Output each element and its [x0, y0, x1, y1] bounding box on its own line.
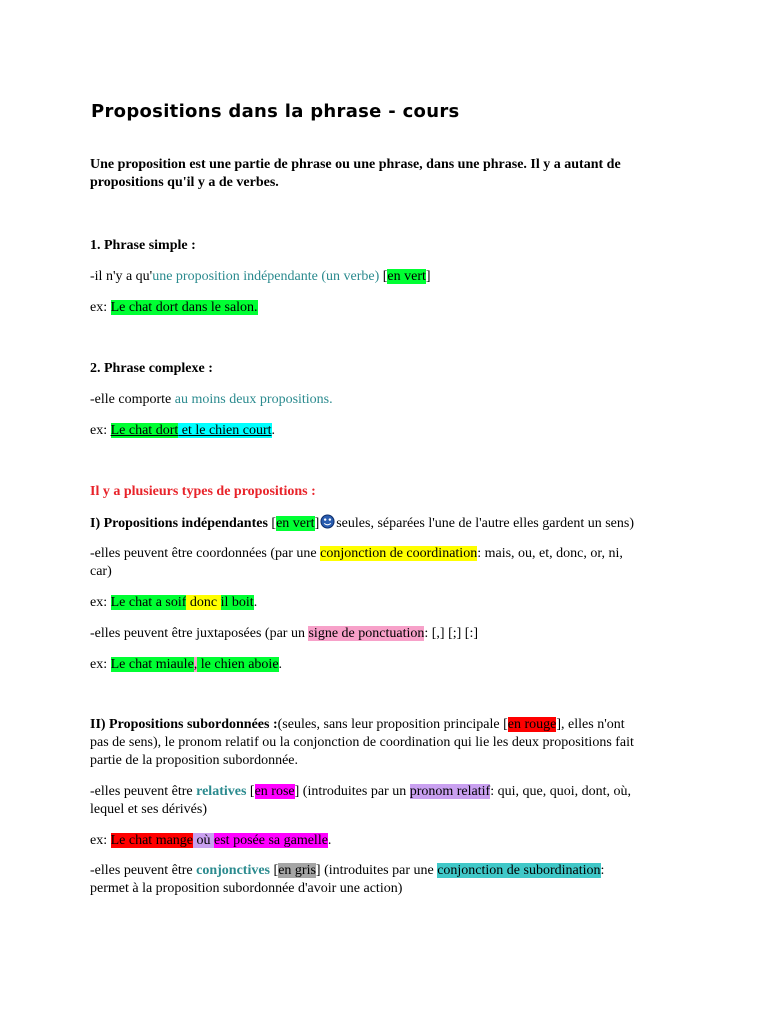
text: . — [253, 595, 258, 610]
text: -elles peuvent être juxtaposées (par un — [90, 626, 309, 641]
relative-example — [90, 832, 331, 849]
text: partie de la proposition subordonnée. — [90, 753, 299, 768]
complex-definition — [90, 391, 333, 408]
text: ex: — [90, 657, 111, 672]
intro-paragraph — [90, 156, 680, 192]
juxtaposition-paragraph — [90, 625, 478, 642]
highlight-lilac: où — [193, 833, 215, 848]
highlight-pink: , — [193, 657, 198, 672]
highlight-gray: en gris — [278, 863, 316, 878]
text: I) Propositions indépendantes — [90, 516, 268, 531]
simple-example — [90, 299, 258, 316]
text: (seules, sans leur proposition principale [ — [277, 717, 508, 732]
text: pas de sens), le pronom relatif ou la conjonction de coordination qui lie les deux propositions fait — [90, 735, 634, 750]
highlight-magenta: en rose — [254, 784, 295, 799]
highlight-green: Le chat a soif — [110, 595, 187, 610]
text: ] (introduites par un — [294, 784, 410, 799]
text: permet à la proposition subordonnée d'avoir une action) — [90, 881, 403, 896]
subordinate-paragraph — [90, 716, 680, 770]
highlight-teal-text: conjonctives — [196, 863, 271, 878]
page-title: Propositions dans la phrase - cours — [91, 101, 460, 122]
highlight-green: il boit — [220, 595, 254, 610]
text: [ — [246, 784, 255, 799]
highlight-red: Le chat mange — [110, 833, 194, 848]
highlight-magenta: est posée sa gamelle — [214, 833, 328, 848]
coordination-paragraph — [90, 545, 680, 581]
text: ex: — [90, 595, 111, 610]
smiley-icon — [320, 514, 335, 529]
text: ], elles n'ont — [556, 717, 625, 732]
text: ex: — [90, 423, 111, 438]
intro-line-2: propositions qu'il y a de verbes. — [90, 175, 279, 190]
highlight-turquoise: conjonction de subordination — [437, 863, 601, 878]
text: ex: — [90, 833, 111, 848]
text: : qui, que, quoi, dont, où, — [490, 784, 631, 799]
highlight-lilac: pronom relatif — [409, 784, 491, 799]
highlight-green: Le chat dort dans le salon. — [110, 300, 258, 315]
text: ] — [425, 269, 431, 284]
text: -il n'y a qu' — [90, 269, 153, 284]
intro-line-1: Une proposition est une partie de phrase ou une phrase, dans une phrase. Il y a autant de — [90, 157, 621, 172]
text: ] (introduites par une — [315, 863, 438, 878]
text: ] — [314, 516, 320, 531]
relative-paragraph — [90, 783, 680, 819]
text: [ — [379, 269, 388, 284]
text: . — [271, 423, 276, 438]
text: : [,] [;] [:] — [424, 626, 479, 641]
text: II) Propositions subordonnées : — [90, 717, 278, 732]
highlight-green: Le chat dort — [110, 423, 179, 438]
text: -elles peuvent être — [90, 863, 197, 878]
text: [ — [270, 863, 279, 878]
text: -elles peuvent être coordonnées (par une — [90, 546, 321, 561]
highlight-green: en vert — [276, 516, 315, 531]
types-heading: Il y a plusieurs types de propositions : — [90, 484, 316, 499]
highlight-cyan: et le chien court — [178, 423, 272, 438]
highlight-red: en rouge — [507, 717, 557, 732]
highlight-yellow: conjonction de coordination — [320, 546, 478, 561]
text: ex: — [90, 300, 111, 315]
highlight-pink: signe de ponctuation — [308, 626, 425, 641]
highlight-green: en vert — [387, 269, 426, 284]
simple-definition — [90, 268, 431, 285]
text: : mais, ou, et, donc, or, ni, — [477, 546, 623, 561]
highlight-teal-text: une proposition indépendante (un verbe) — [152, 269, 380, 284]
text: . — [327, 833, 332, 848]
highlight-green: Le chat miaule — [110, 657, 194, 672]
juxtaposition-example — [90, 656, 282, 673]
independent-heading — [90, 514, 634, 532]
text: -elles peuvent être — [90, 784, 197, 799]
text: car) — [90, 564, 112, 579]
text: lequel et ses dérivés) — [90, 802, 208, 817]
section-simple-heading: 1. Phrase simple : — [90, 238, 196, 253]
text: seules, séparées l'une de l'autre elles gardent un sens) — [336, 516, 635, 531]
conjunctive-paragraph — [90, 862, 680, 898]
text: : — [600, 863, 605, 878]
highlight-teal-text: relatives — [196, 784, 247, 799]
highlight-yellow: donc — [186, 595, 221, 610]
text: -elle comporte — [90, 392, 175, 407]
text: [ — [267, 516, 277, 531]
complex-example — [90, 422, 275, 439]
highlight-green: le chien aboie — [197, 657, 279, 672]
text: . — [278, 657, 283, 672]
coordination-example — [90, 594, 257, 611]
section-complex-heading: 2. Phrase complexe : — [90, 361, 213, 376]
highlight-teal-text: au moins deux propositions. — [174, 392, 333, 407]
